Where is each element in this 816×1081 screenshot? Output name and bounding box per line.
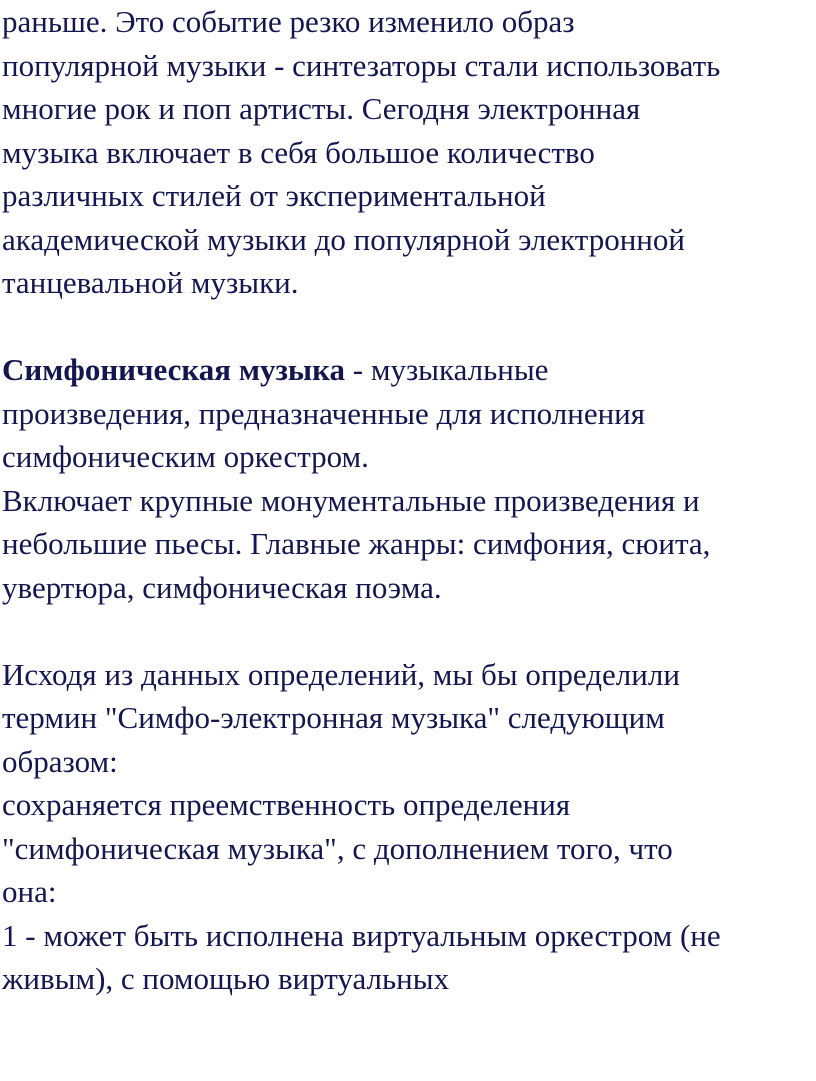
text-line: симфоническим оркестром. (2, 439, 369, 474)
text-line: музыка включает в себя большое количество (2, 134, 595, 170)
paragraph-electronic-music (2, 0, 814, 305)
text-line: термин "Симфо-электронная музыка" следующим (2, 700, 665, 735)
text-line: произведения, предназначенные для исполнения (2, 395, 646, 431)
defined-term: Симфоническая музыка (2, 352, 345, 387)
text-line: Включает крупные монументальные произведения и (2, 482, 700, 518)
text-line: многие рок и поп артисты. Сегодня электронная (2, 91, 641, 126)
text-line: "симфоническая музыка", с дополнением того, что (2, 830, 673, 866)
text-line: академической музыки до популярной электронной (2, 221, 685, 257)
text-line: танцевальной музыки. (2, 265, 299, 300)
text-line: различных стилей от экспериментальной (2, 178, 546, 213)
text-line: популярной музыки - синтезаторы стали использовать (2, 47, 721, 83)
text-line: небольшие пьесы. Главные жанры: симфония, сюита, (2, 526, 711, 561)
text-line: живым), с помощью виртуальных (2, 961, 450, 996)
text-line: раньше. Это событие резко изменило образ (2, 4, 575, 39)
text-line: Исходя из данных определений, мы бы определили (2, 656, 680, 692)
definition-line (2, 348, 814, 392)
paragraph-definition (2, 653, 814, 1001)
document-page (2, 0, 814, 1001)
paragraph-spacer (2, 305, 814, 349)
text-line: образом: (2, 743, 118, 779)
text-line: она: (2, 874, 57, 909)
text-line: сохраняется преемственность определения (2, 787, 571, 822)
paragraph-symphonic-music (2, 348, 814, 609)
paragraph-spacer (2, 609, 814, 653)
text-line: увертюра, симфоническая поэма. (2, 569, 442, 605)
text-line: 1 - может быть исполнена виртуальным оркестром (не (2, 917, 721, 953)
definition-text: - музыкальные (345, 352, 549, 387)
